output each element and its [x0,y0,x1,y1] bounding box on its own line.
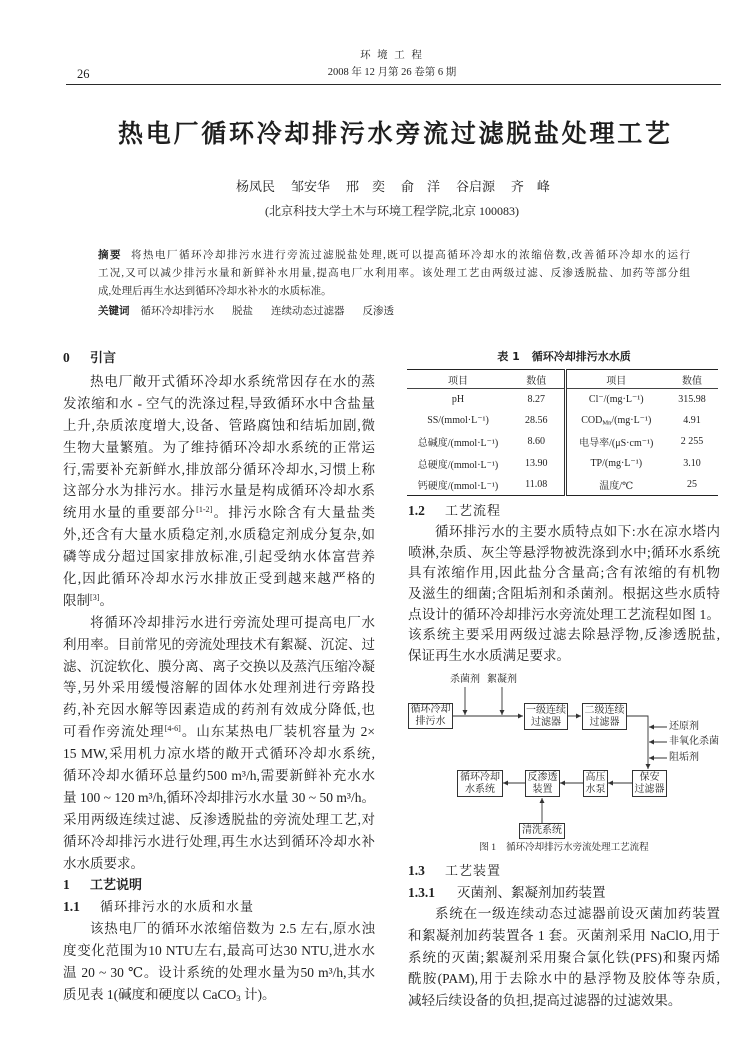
table-cell-value [666,453,718,474]
text-run: 药,补充因水解等因素造成的药剂有效成分降低,也 [63,702,375,718]
table-row [407,410,718,431]
text-run: 15 MW,采用机力凉水塔的敞开式循环冷却水系统, [63,746,375,762]
text-line [63,546,375,568]
text-run: 。 [99,592,113,608]
table-cell-value [666,474,718,495]
text-line [63,393,375,415]
text-run: 28.56 [525,415,548,427]
text-run: pH [451,393,465,405]
text-line [408,522,720,543]
section-heading-1 [63,874,375,896]
text-line [63,459,375,481]
text-line [63,984,375,1006]
text-line [63,699,375,721]
text-run: 及滋生的细菌;含阻垢剂和杀菌剂。根据这些水质特 [408,586,720,602]
text-line [63,721,375,743]
right-column-lower [408,860,720,1012]
table-cell-value [509,431,565,452]
paragraph [63,612,375,875]
text-run: 质见表 1(碱度和硬度以 CaCO [63,986,237,1002]
subscript: 3 [236,992,241,1003]
text-run: 3.10 [683,457,701,469]
node-high-pressure-pump [583,770,608,797]
text-line [408,625,720,646]
text-run: 点设计的循环冷却排污水旁流处理工艺流程如图 1。 [408,606,720,622]
section-title: 灭菌剂、絮凝剂加药装置 [457,884,606,900]
table-cell-item [565,453,666,474]
paragraph [408,522,720,667]
node-label: 过滤器 [589,716,620,728]
text-run: 4.91 [683,415,701,427]
text-line [408,903,720,925]
text-run: 热电厂敞开式循环冷却水系统常因存在水的蒸 [90,374,375,389]
node-label: 清洗系统 [522,825,562,836]
section-number: 1.1 [63,899,80,915]
text-run: 。排污水除含有大量盐类 [212,505,376,521]
text-line [63,524,375,546]
section-number: 1.3 [408,863,425,878]
text-run: 滤、沉淀软化、膜分离、离子交换以及蒸汽压缩冷凝 [63,658,375,674]
right-column-upper [408,499,720,667]
table-title: 循环冷却排污水水质 [531,350,631,363]
text-run: 具有浓缩作用,因此盐分含量高;含有浓缩的有机物 [408,565,720,581]
table-row [407,474,718,495]
section-title: 工艺流程 [445,503,502,518]
node-primary-filter [524,703,568,730]
text-run: 将循环冷却排污水进行旁流处理可提高电厂水 [90,614,375,630]
text-run: 25 [687,479,697,490]
table-cell-value [509,474,565,495]
table-cell-item [565,410,666,431]
section-number: 1.2 [408,503,425,518]
keyword: 反渗透 [362,305,394,317]
text-run: 磷等成分超过国家排放标准,引起受纳水体富营养 [63,549,375,565]
table-body [407,389,718,496]
abstract-line [98,283,690,302]
text-line [63,612,375,634]
text-run: 循环冷却排污水进行处理,再生水达到循环冷却水补 [63,833,375,849]
paragraph [408,903,720,1011]
text-run: 外,还含有大量水质稳定剂,水质稳定剂成分复杂,如 [63,527,375,543]
author-name: 杨凤民 [236,179,276,194]
table-caption [408,350,720,364]
text-line [63,853,375,875]
abstract-line [98,265,690,284]
node-ro-unit [525,770,560,797]
text-line [408,563,720,584]
text-line [408,990,720,1012]
section-heading-1-1 [63,896,375,918]
text-line [408,543,720,564]
keyword: 连续动态过滤器 [271,305,345,317]
input-label-non-oxidizing-biocide: 非氧化杀菌 [669,736,719,747]
text-run: 循环排污水的主要水质特点如下:水在凉水塔内 [435,524,720,539]
table-row [407,389,718,410]
text-run: 喷淋,杂质、灰尘等悬浮物被洗涤到水中;循环水系统 [408,544,720,560]
text-run: 。山东某热电厂装机容量为 2× [180,724,375,740]
table-cell-value [509,410,565,431]
paragraph [63,371,375,612]
abstract-text: 将热电厂循环冷却排污水进行旁流过滤脱盐处理,既可以提高循环冷却水的浓缩倍数,改善循环冷却水的运行 [131,250,691,261]
text-line [63,743,375,765]
arrow-filter2-to-security-filter [627,716,648,769]
text-run: 量 100 ~ 120 m³/h,循环冷却排污水水量 30 ~ 50 m³/h。 [63,789,375,805]
section-title: 引言 [90,351,117,366]
text-line [63,831,375,853]
text-run: 8.60 [527,436,545,448]
text-run: 总硬度/(mmol·L⁻¹) [417,459,499,471]
table-cell-item [565,474,666,495]
section-title: 循环排污水的水质和水量 [100,899,255,915]
superscript: [4-6] [164,724,181,734]
text-line [63,590,375,612]
text-line [408,925,720,947]
node-label: 循环冷却 [410,704,451,715]
text-line [63,765,375,787]
keyword: 脱盐 [232,305,253,317]
node-label: 过滤器 [531,716,561,728]
text-line [63,437,375,459]
text-run: 可看作旁流处理 [63,724,165,740]
node-label: 高压 [585,771,606,783]
author-list [236,179,550,195]
text-run: 上升,杂质浓度增大,设备、管路腐蚀和结垢加剧,微 [63,417,375,433]
text-line [63,677,375,699]
table-cell-value [509,453,565,474]
text-run: 系统在一级连续动态过滤器前设灭菌加药装置 [435,906,720,922]
text-run: 水水质要求。 [63,855,144,871]
text-line [63,656,375,678]
node-label: 过滤器 [634,783,665,795]
table-cell-value [666,431,718,452]
header-rule [66,84,721,85]
text-run: 限制 [63,592,90,608]
section-heading-1-2 [408,499,720,522]
column-header: 项目 [407,370,509,389]
table-cell-value [666,389,718,410]
section-number: 1.3.1 [408,884,435,900]
text-run: 保证再生水水质满足要求。 [408,648,570,664]
text-line [63,918,375,940]
node-label: 反渗透 [527,771,558,783]
text-line [408,584,720,605]
column-header: 数值 [509,370,565,389]
text-run: 该热电厂的循环水浓缩倍数为 2.5 左右,原水浊 [90,921,375,937]
column-header: 项目 [565,370,666,389]
text-run: 电导率/(μS·cm⁻¹) [579,438,654,450]
text-run: 采用两级连续过滤、反渗透脱盐的旁流处理工艺,对 [63,811,375,827]
author-name: 邹安华 [290,179,330,194]
author-name: 齐 峰 [510,179,550,194]
text-run: 11.08 [525,479,548,490]
text-run: 该系统主要采用两级过滤去除悬浮物,反渗透脱盐, [408,627,720,643]
table-cell-item [407,431,509,452]
text-line [63,415,375,437]
subscript: Mn [602,419,612,427]
text-run: 酰胺(PAM),用于去除水中的悬浮物及胶体等杂质, [408,971,720,987]
table-cell-value [509,389,565,410]
text-run: 循环冷却水循环总量约500 m³/h,需要新鲜补充水水 [63,768,375,784]
text-run: 系统的灭菌;絮凝剂采用聚合氯化铁(PFS)和聚丙烯 [408,949,720,965]
abstract-text: 成,处理后再生水达到循环冷却水补水的水质标准。 [98,286,332,297]
text-line [408,605,720,626]
section-heading-1-3 [408,860,720,882]
input-label-bactericide: 杀菌剂 [450,674,480,685]
table-header-row [407,370,718,389]
text-line [408,947,720,969]
text-run: Cl⁻/(mg·L⁻¹) [588,393,644,405]
paragraph [63,918,375,1006]
author-name: 谷启源 [455,179,495,194]
node-label: 保安 [639,771,660,783]
text-run: 这部分水为排污水。排污水量是构成循环冷却水系 [63,483,375,499]
input-label-reductant: 还原剂 [669,721,699,732]
author-name: 邢 奕 [345,179,385,194]
text-run: 计)。 [240,986,276,1002]
table-header [407,370,718,389]
section-number: 1 [63,877,70,893]
input-label-flocculant: 絮凝剂 [487,674,517,685]
text-line [63,480,375,502]
table-cell-item [407,410,509,431]
superscript: [3] [90,593,100,603]
input-label-antiscalant: 阻垢剂 [669,752,699,763]
node-cooling-water-system [457,770,503,797]
text-run: 等,另外采用缓慢溶解的固体水处理剂进行旁路投 [63,680,375,696]
text-run: 和絮凝剂加药装置各 1 套。灭菌剂采用 NaClO,用于 [408,928,720,944]
abstract-line [98,246,690,265]
node-label: 水系统 [465,783,495,795]
text-run: 化,因此循环冷却水污水排放正受到越来越严格的 [63,571,375,587]
text-run: 发浓缩和水 - 空气的洗涤过程,导致循环水中含盐量 [63,395,375,411]
text-run: 钙硬度/(mmol·L⁻¹) [417,481,499,492]
text-run: 13.90 [525,457,548,469]
text-run: /(mg·L⁻¹) [611,415,652,427]
node-blowdown-source [408,703,453,729]
node-label: 排污水 [415,716,446,727]
column-header: 数值 [666,370,718,389]
table-cell-item [407,474,509,495]
table-number: 表 1 [497,350,520,363]
text-run: 温 20 ~ 30 ℃。设计系统的处理水量为50 m³/h,其水 [63,965,375,981]
node-secondary-filter [582,703,627,730]
left-column [63,344,375,1006]
section-heading-1-3-1 [408,882,720,904]
keyword: 循环冷却排污水 [140,305,214,317]
text-run: 统用水量的重要部分 [63,505,197,521]
issue-info: 2008 年 12 月第 26 卷第 6 期 [327,67,457,78]
node-security-filter [632,770,667,797]
table-row [407,431,718,452]
node-label: 循环冷却 [460,771,500,783]
text-run: 8.27 [527,393,545,405]
text-line [63,634,375,656]
abstract-text: 工况,又可以减少排污水量和新鲜补水用量,提高电厂水利用率。该处理工艺由两级过滤、反渗透脱盐、加药等部分组 [98,267,690,279]
section-title: 工艺装置 [445,863,502,878]
node-label: 水泵 [585,783,606,795]
text-line [63,962,375,984]
text-run: 315.98 [678,393,706,405]
text-line [408,968,720,990]
node-label: 一级连续 [526,704,566,716]
table-cell-value [666,410,718,431]
text-run: 利用率。目前常见的旁流处理技术有絮凝、沉淀、过 [63,636,375,652]
water-quality-table [407,369,718,496]
text-run: 度变化范围为10 NTU左右,最高可达30 NTU,进水水 [63,943,375,959]
text-line [63,787,375,809]
text-line [63,502,375,524]
keywords-label: 关键词 [98,304,130,317]
abstract [98,246,690,320]
node-label: 二级连续 [584,704,625,716]
figure-caption [408,841,720,855]
article-title: 热电厂循环冷却排污水旁流过滤脱盐处理工艺 [118,121,670,148]
section-title: 工艺说明 [90,878,143,894]
table-cell-item [407,453,509,474]
text-line [408,646,720,667]
text-run: 2 255 [680,436,704,448]
section-heading-0 [63,344,375,371]
text-run: SS/(mmol·L⁻¹) [427,415,489,427]
text-line [63,371,375,393]
text-run: 总碱度/(mmol·L⁻¹) [417,438,499,450]
journal-name: 环 境 工 程 [360,50,424,61]
table-row [407,453,718,474]
figure-title: 循环冷却排污水旁流处理工艺流程 [506,843,649,853]
text-run: COD [581,415,603,427]
text-line [63,568,375,590]
table-cell-item [565,389,666,410]
figure-number: 图 1 [479,843,497,853]
page-number: 26 [77,67,90,81]
abstract-label: 摘要 [98,249,123,261]
text-run: TP/(mg·L⁻¹) [590,457,643,469]
node-label: 装置 [532,783,553,795]
text-run: 温度/℃ [599,481,634,492]
table-cell-item [407,389,509,410]
affiliation: (北京科技大学土木与环境工程学院,北京 100083) [265,204,519,218]
text-run: 生物大量繁殖。为了维持循环冷却水系统的正常运 [63,439,375,455]
node-cleaning-system [519,823,565,839]
table-cell-item [565,431,666,452]
section-number: 0 [63,350,70,365]
text-line [63,940,375,962]
superscript: [1-2] [196,505,213,515]
text-run: 行,需要补充新鲜水,排放部分循环冷却水,习惯上称 [63,461,375,477]
text-run: 减轻后续设备的负担,提高过滤器的过滤效果。 [408,993,682,1009]
text-line [63,809,375,831]
keywords-line [98,302,690,321]
author-name: 俞 洋 [400,179,440,194]
